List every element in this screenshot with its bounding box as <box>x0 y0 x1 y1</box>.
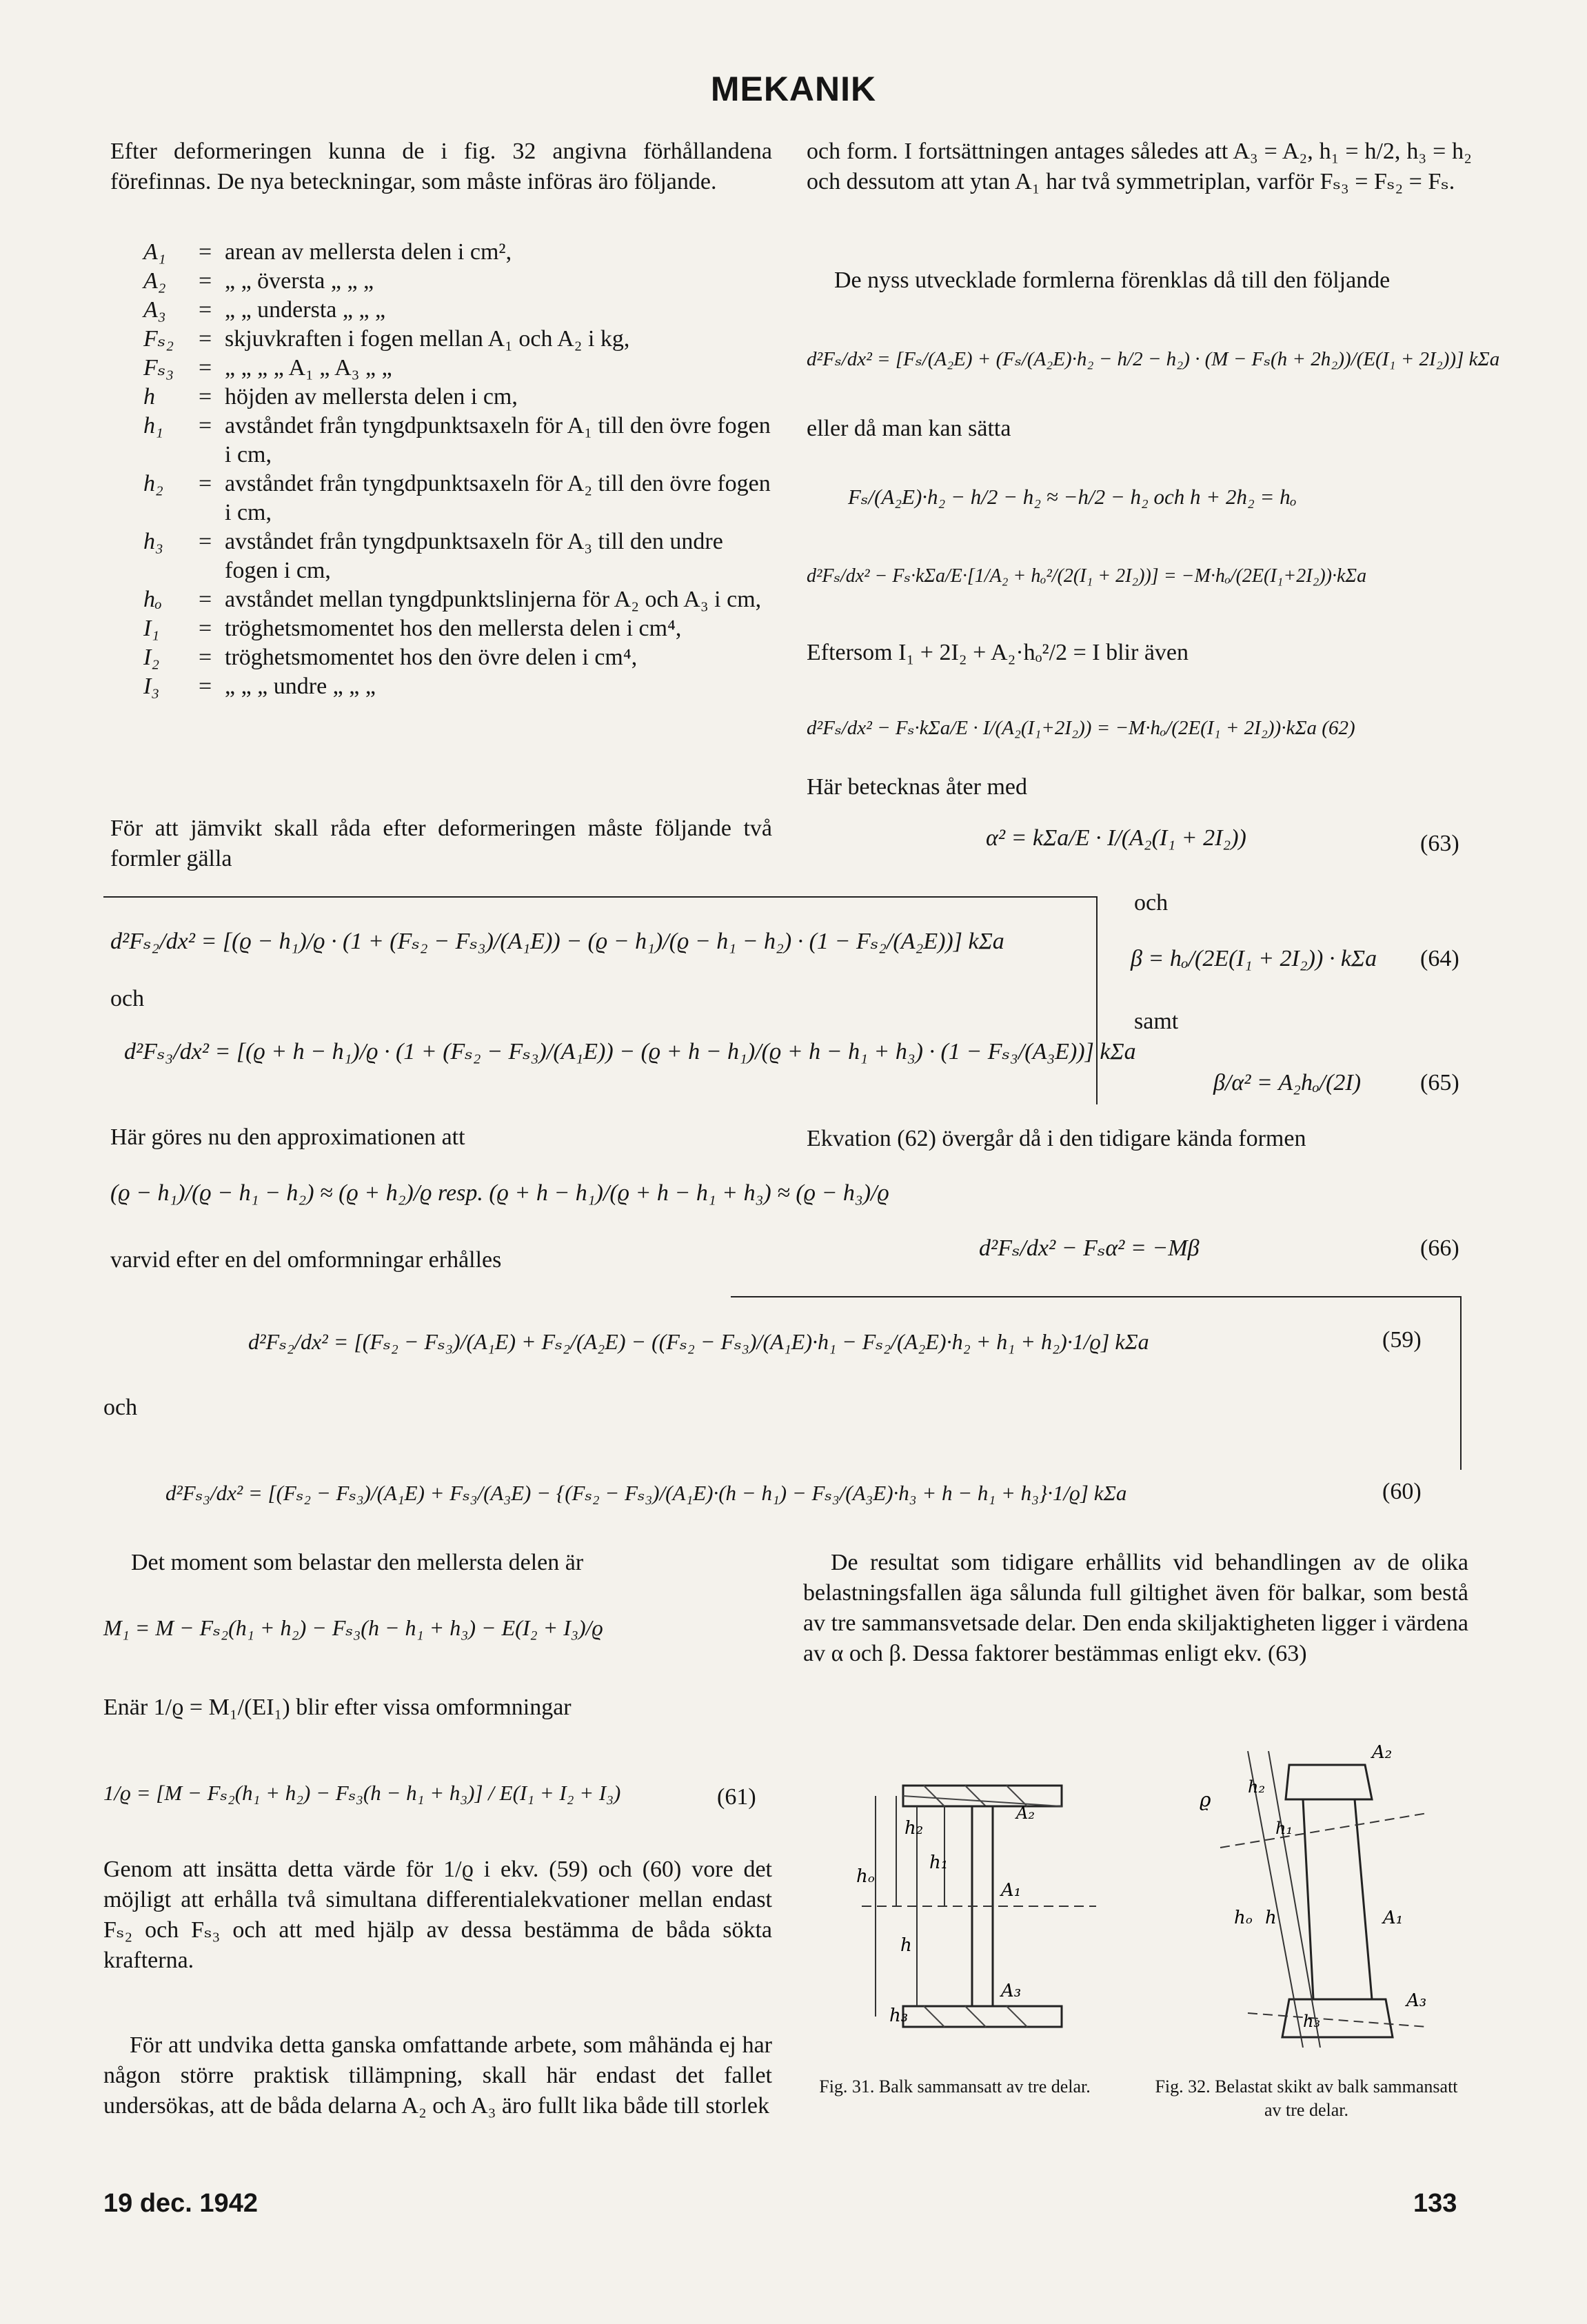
enar-text: Enär 1/ϱ = M₁/(EI₁) blir efter vissa omformningar <box>103 1695 572 1720</box>
fig32-label-ho: hₒ <box>1234 1908 1253 1928</box>
right-paragraph-3: De resultat som tidigare erhållits vid behandlingen av de olika belastningsfallen äga sålunda full giltighet även för balkar, som bestå av tre sammansvetsade delar. Den enda skiljaktigheten ligger i värdena av α och β. Dessa faktorer bestämmas enligt ekv. (63) <box>803 1550 1468 1666</box>
moment-intro: Det moment som belastar den mellersta delen är <box>131 1550 584 1575</box>
fig32-label-A3: A₃ <box>1406 1990 1427 2011</box>
definition-text: höjden av mellersta delen i cm, <box>225 384 518 410</box>
fig32-label-h3: h₃ <box>1303 2012 1321 2031</box>
equation-60-number: (60) <box>1382 1479 1422 1504</box>
figure-32-caption: Fig. 32. Belastat skikt av balk sammansatt av tre delar. <box>1155 2077 1458 2120</box>
equation-62: d²Fₛ/dx² − Fₛ·kΣa/E · I/(A₂(I₁+2I₂)) = −M·hₒ/(2E(I₁ + 2I₂))·kΣa (62) <box>807 717 1355 739</box>
definition-row <box>143 383 772 412</box>
equation-59: d²Fₛ₂/dx² = [(Fₛ₂ − Fₛ₃)/(A₁E) + Fₛ₂/(A₂E) − ((Fₛ₂ − Fₛ₃)/(A₁E)·h₁ − Fₛ₂/(A₂E)·h₂ + h₁ + h₂)·1/ϱ] kΣa <box>248 1329 1149 1354</box>
definition-text: arean av mellersta delen i cm², <box>225 239 512 265</box>
footer-date: 19 dec. 1942 <box>103 2189 258 2218</box>
fig31-label-A1: A₁ <box>1001 1880 1022 1901</box>
ekvation-text: Ekvation (62) övergår då i den tidigare kända formen <box>807 1126 1306 1151</box>
fig32-label-h2: h₂ <box>1248 1777 1266 1797</box>
definition-symbol: h₂ <box>143 471 163 496</box>
definition-symbol: hₒ <box>143 587 162 612</box>
paragraph-simultaneous: Genom att insätta detta värde för 1/ϱ i ekv. (59) och (60) vore det möjligt att erhålla två simultana differentialekvationer mellan endast Fₛ₂ och Fₛ₃ och att med hjälp av dessa bestämma de båda sökta krafterna. <box>103 1857 772 1973</box>
equals-sign: = <box>199 471 212 496</box>
fig32-label-rho: ϱ <box>1200 1788 1211 1811</box>
eller-text: eller då man kan sätta <box>807 416 1011 441</box>
fig31-label-ho: hₒ <box>856 1866 875 1887</box>
fig32-label-A2: A₂ <box>1372 1742 1393 1763</box>
equals-sign: = <box>199 297 212 323</box>
definition-row <box>143 469 772 527</box>
equals-sign: = <box>199 239 212 265</box>
intro-paragraph: Efter deformeringen kunna de i fig. 32 angivna förhållandena förefinnas. De nya beteckningar, som måste införas äro följande. <box>110 139 772 194</box>
fig31-label-h1: h₁ <box>929 1852 949 1873</box>
equals-sign: = <box>199 674 212 699</box>
equals-sign: = <box>199 616 212 641</box>
equation-r1: d²Fₛ/dx² = [Fₛ/(A₂E) + (Fₛ/(A₂E)·h₂ − h/2 − h₂) · (M − Fₛ(h + 2h₂))/(E(I₁ + 2I₂))] kΣa <box>807 348 1500 370</box>
figure-32 <box>1165 1724 1475 2048</box>
page-title: MEKANIK <box>710 70 877 108</box>
equation-64: β = hₒ/(2E(I₁ + 2I₂)) · kΣa <box>1131 946 1377 971</box>
equation-a: d²Fₛ₂/dx² = [(ϱ − h₁)/ϱ · (1 + (Fₛ₂ − Fₛ₃)/(A₁E)) − (ϱ − h₁)/(ϱ − h₁ − h₂) · (1 − Fₛ₂/(A₂E))] kΣa <box>110 929 1004 954</box>
equation-59-number: (59) <box>1382 1327 1422 1353</box>
definition-symbol: I₃ <box>143 674 160 699</box>
equation-frame-59 <box>731 1296 1462 1470</box>
fig31-label-h: h <box>900 1935 912 1956</box>
figure-31 <box>848 1724 1138 2048</box>
definition-symbol: A₃ <box>143 297 166 323</box>
equation-63-number: (63) <box>1420 831 1459 856</box>
definition-symbol: h₃ <box>143 529 163 554</box>
equals-sign: = <box>199 645 212 670</box>
definition-row <box>143 296 772 325</box>
paragraph-undvika: För att undvika detta ganska omfattande arbete, som måhända ej har någon större praktisk tillämpning, skall här endast det fallet undersökas, att de båda delarna A₂ och A₃ äro fullt lika både till storlek <box>103 2032 772 2119</box>
equation-65-number: (65) <box>1420 1070 1459 1095</box>
varvid-text: varvid efter en del omformningar erhålles <box>110 1247 502 1273</box>
fig32-label-h: h <box>1265 1908 1277 1928</box>
definition-symbol: Fₛ₂ <box>143 326 174 352</box>
equation-61: 1/ϱ = [M − Fₛ₂(h₁ + h₂) − Fₛ₃(h − h₁ + h₃)] / E(I₁ + I₂ + I₃) <box>103 1781 621 1805</box>
definition-text: avståndet från tyngdpunktsaxeln för A₃ till den undre fogen i cm, <box>225 529 723 583</box>
definition-text: tröghetsmomentet hos den mellersta delen i cm⁴, <box>225 616 682 641</box>
equation-r2: Fₛ/(A₂E)·h₂ − h/2 − h₂ ≈ −h/2 − h₂ och h + 2h₂ = hₒ <box>848 485 1297 509</box>
equals-sign: = <box>199 529 212 554</box>
samt-text: samt <box>1134 1009 1179 1034</box>
definition-row <box>143 527 772 585</box>
fig31-label-h3: h₃ <box>889 2005 909 2026</box>
definition-row <box>143 585 772 614</box>
fig31-label-h2: h₂ <box>904 1818 924 1839</box>
equilibrium-paragraph: För att jämvikt skall råda efter deformeringen måste följande två formler gälla <box>110 816 772 871</box>
definition-text: avståndet mellan tyngdpunktslinjerna för A₂ och A₃ i cm, <box>225 587 762 612</box>
definition-text: „ „ „ „ A₁ „ A₃ „ „ <box>225 355 392 381</box>
eftersom-text: Eftersom I₁ + 2I₂ + A₂·hₒ²/2 = I blir även <box>807 640 1189 665</box>
och-right: och <box>1134 890 1169 916</box>
definition-list <box>143 238 772 701</box>
definition-symbol: A₁ <box>143 239 166 265</box>
definition-row <box>143 672 772 701</box>
equals-sign: = <box>199 326 212 352</box>
approximation-intro: Här göres nu den approximationen att <box>110 1124 465 1150</box>
definition-text: „ „ „ undre „ „ „ <box>225 674 376 699</box>
figure-31-caption: Fig. 31. Balk sammansatt av tre delar. <box>819 2077 1091 2096</box>
equals-sign: = <box>199 268 212 294</box>
definition-symbol: h <box>143 384 155 410</box>
har-text: Här betecknas åter med <box>807 774 1027 800</box>
definition-text: skjuvkraften i fogen mellan A₁ och A₂ i kg, <box>225 326 630 352</box>
definition-row <box>143 614 772 643</box>
definition-symbol: I₁ <box>143 616 160 641</box>
equals-sign: = <box>199 384 212 410</box>
definition-row <box>143 354 772 383</box>
definition-text: „ „ översta „ „ „ <box>225 268 374 294</box>
approximation-equation: (ϱ − h₁)/(ϱ − h₁ − h₂) ≈ (ϱ + h₂)/ϱ resp. (ϱ + h − h₁)/(ϱ + h − h₁ + h₃) ≈ (ϱ − h₃)/ϱ <box>110 1180 889 1206</box>
och-label: och <box>110 986 145 1011</box>
definition-row <box>143 238 772 267</box>
definition-text: avståndet från tyngdpunktsaxeln för A₂ till den övre fogen i cm, <box>225 471 771 525</box>
equation-r3: d²Fₛ/dx² − Fₛ·kΣa/E·[1/A₂ + hₒ²/(2(I₁ + 2I₂))] = −M·hₒ/(2E(I₁+2I₂))·kΣa <box>807 565 1367 587</box>
definition-row <box>143 325 772 354</box>
equation-66-number: (66) <box>1420 1235 1459 1261</box>
definition-symbol: A₂ <box>143 268 166 294</box>
equation-64-number: (64) <box>1420 946 1459 971</box>
equals-sign: = <box>199 587 212 612</box>
definition-symbol: h₁ <box>143 413 163 438</box>
definition-text: „ „ understa „ „ „ <box>225 297 386 323</box>
definition-symbol: I₂ <box>143 645 160 670</box>
fig32-label-h1: h₁ <box>1275 1819 1293 1838</box>
equals-sign: = <box>199 355 212 381</box>
page-number: 133 <box>1413 2189 1457 2218</box>
equation-63: α² = kΣa/E · I/(A₂(I₁ + 2I₂)) <box>986 825 1246 851</box>
fig31-label-A2: A₂ <box>1016 1803 1035 1823</box>
equation-m1: M₁ = M − Fₛ₂(h₁ + h₂) − Fₛ₃(h − h₁ + h₃) − E(I₂ + I₃)/ϱ <box>103 1615 603 1640</box>
definition-symbol: Fₛ₃ <box>143 355 174 381</box>
equation-61-number: (61) <box>717 1784 756 1810</box>
och-label-wide: och <box>103 1395 138 1420</box>
definition-row <box>143 267 772 296</box>
equation-66: d²Fₛ/dx² − Fₛα² = −Mβ <box>979 1235 1200 1261</box>
fig31-label-A3: A₃ <box>1001 1981 1022 2001</box>
definition-text: avståndet från tyngdpunktsaxeln för A₁ till den övre fogen i cm, <box>225 413 771 467</box>
equation-b: d²Fₛ₃/dx² = [(ϱ + h − h₁)/ϱ · (1 + (Fₛ₂ − Fₛ₃)/(A₁E)) − (ϱ + h − h₁)/(ϱ + h − h₁ + h₃) · (1 − Fₛ₃/(A₃E))] kΣa <box>124 1039 1136 1064</box>
right-paragraph-2: De nyss utvecklade formlerna förenklas då till den följande <box>834 267 1391 293</box>
fig32-label-A1: A₁ <box>1383 1908 1404 1928</box>
equals-sign: = <box>199 413 212 438</box>
definition-row <box>143 643 772 672</box>
definition-row <box>143 412 772 469</box>
equation-65: β/α² = A₂hₒ/(2I) <box>1213 1070 1362 1095</box>
equation-60: d²Fₛ₃/dx² = [(Fₛ₂ − Fₛ₃)/(A₁E) + Fₛ₃/(A₃E) − {(Fₛ₂ − Fₛ₃)/(A₁E)·(h − h₁) − Fₛ₃/(A₃E)·h₃ + h − h₁ + h₃}·1/ϱ] kΣa <box>165 1481 1127 1505</box>
definition-text: tröghetsmomentet hos den övre delen i cm⁴, <box>225 645 638 670</box>
right-paragraph-1: och form. I fortsättningen antages således att A₃ = A₂, h₁ = h/2, h₃ = h₂ och dessutom att ytan A₁ har två symmetriplan, varför Fₛ₃ = Fₛ₂ = Fₛ. <box>807 139 1472 194</box>
